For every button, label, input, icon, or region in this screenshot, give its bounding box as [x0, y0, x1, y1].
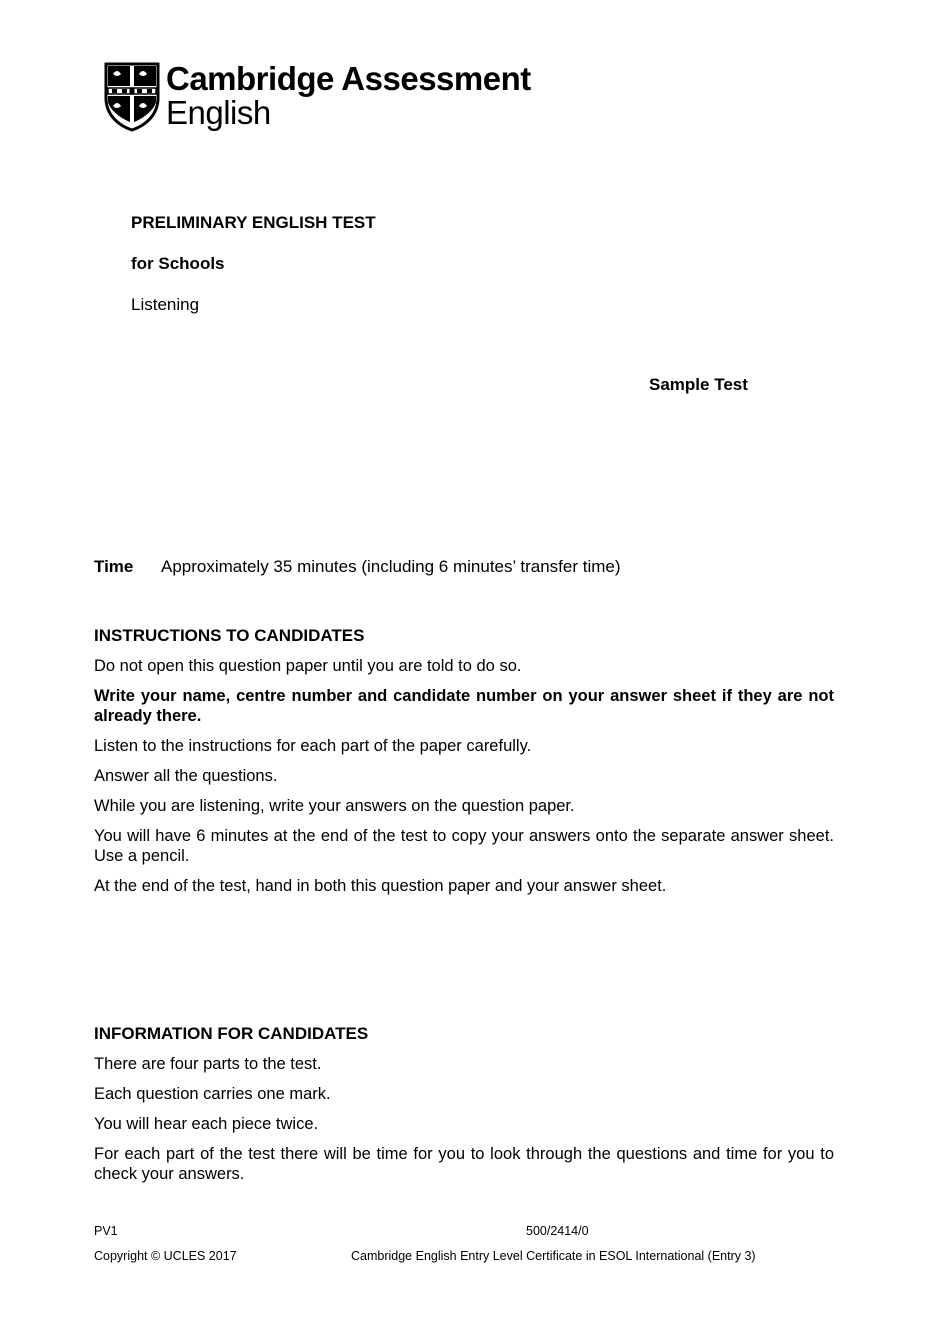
instruction-item: Answer all the questions.	[94, 767, 278, 785]
cambridge-shield-icon	[104, 62, 160, 132]
time-value: Approximately 35 minutes (including 6 minutes’ transfer time)	[161, 557, 621, 576]
instruction-item: Write your name, centre number and candidate number on your answer sheet if they are not already there.	[94, 687, 834, 725]
information-item: There are four parts to the test.	[94, 1055, 322, 1073]
instruction-item: While you are listening, write your answers on the question paper.	[94, 797, 575, 815]
instruction-item: At the end of the test, hand in both this question paper and your answer sheet.	[94, 877, 667, 895]
footer-code-left: PV1	[94, 1224, 118, 1238]
test-subtitle: for Schools	[131, 254, 225, 273]
information-item: You will hear each piece twice.	[94, 1115, 319, 1133]
footer-certificate: Cambridge English Entry Level Certificate in ESOL International (Entry 3)	[351, 1249, 756, 1263]
cambridge-logo	[104, 60, 531, 134]
information-heading: INFORMATION FOR CANDIDATES	[94, 1024, 369, 1043]
test-title: PRELIMINARY ENGLISH TEST	[131, 213, 376, 232]
information-item: For each part of the test there will be time for you to look through the questions and time for you to check your answers.	[94, 1145, 834, 1183]
footer-code-right: 500/2414/0	[526, 1224, 589, 1238]
time-label: Time	[94, 557, 134, 576]
logo-line-1: Cambridge Assessment	[166, 60, 531, 97]
test-component: Listening	[131, 295, 200, 314]
sample-test-label: Sample Test	[649, 375, 748, 394]
footer-copyright: Copyright © UCLES 2017	[94, 1249, 237, 1263]
logo-line-2: English	[166, 94, 271, 131]
information-item: Each question carries one mark.	[94, 1085, 331, 1103]
instruction-item: You will have 6 minutes at the end of the test to copy your answers onto the separate answer sheet. Use a pencil.	[94, 827, 834, 865]
instruction-item: Listen to the instructions for each part of the paper carefully.	[94, 737, 532, 755]
instructions-heading: INSTRUCTIONS TO CANDIDATES	[94, 626, 365, 645]
instruction-item: Do not open this question paper until you are told to do so.	[94, 657, 522, 675]
